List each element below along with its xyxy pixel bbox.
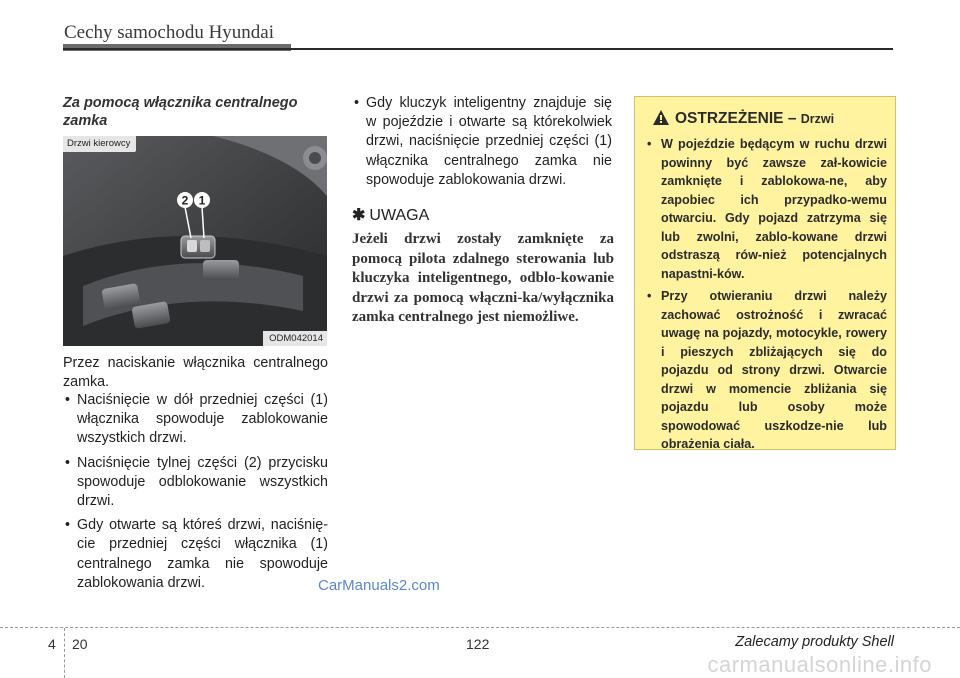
callout-2: 2 (181, 193, 189, 208)
footer-section-number: 4 (48, 636, 56, 652)
section-heading: Za pomocą włącznika centralnego zamka (63, 95, 298, 129)
note-title-text: UWAGA (369, 207, 430, 224)
list-item: • Naciśnięcie w dół przedniej części (1) włącznika spowoduje zablokowanie wszystkich drzwi. (63, 391, 328, 449)
note-title (352, 205, 429, 225)
footer-rule (0, 627, 960, 628)
left-bullet-list (63, 391, 328, 598)
list-item: • Naciśnięcie tylnej części (2) przycisku spowoduje odblokowanie wszystkich drzwi. (63, 454, 328, 512)
list-item: • Gdy otwarte są któreś drzwi, naciśnię-cie przedniej części włącznika (1) centralnego zamka nie spowoduje zablokowania drzwi. (63, 516, 328, 593)
list-item: • Przy otwieraniu drzwi należy zachować ostrożność i zwracać uwagę na pojazdy, motocykle, rowery i pieszych zbliżających się do pojazdu od strony drzwi. Otwarcie drzwi w momencie zbliżania się pojazdu lub osoby może spowodować uszkodze-nie lub obrażenia ciała. (647, 287, 887, 454)
warning-subtitle: Drzwi (800, 112, 835, 126)
watermark-link[interactable]: CarManuals2.com (318, 577, 440, 594)
warning-list (647, 135, 887, 458)
warning-title: OSTRZEŻENIE – (675, 110, 797, 127)
header-rule (63, 48, 893, 50)
list-item: • Gdy kluczyk inteligentny znajduje się w pojeździe i otwarte są którekolwiek drzwi, naciśnięcie przedniej części (1) włącznika centralnego zamka nie spowoduje zablokowania drzwi. (352, 94, 612, 190)
footer-page-number: 20 (72, 636, 88, 652)
list-item: • W pojeździe będącym w ruchu drzwi powinny być zawsze zał-kowicie zamknięte i zablokowa-ne, aby zapobiec ich przypadko-wemu otwarciu. Gdy pojazd zatrzyma się lub zwolni, zablo-kowane drzwi odstraszą rów-nież potencjalnych napastni-ków. (647, 135, 887, 283)
asterisk-icon: ✱ (352, 207, 366, 224)
door-switch-illustration (63, 136, 327, 346)
intro-paragraph: Przez naciskanie włącznika centralnego zamka. (63, 355, 328, 390)
figure-code: ODM042014 (263, 331, 327, 346)
footer-center-number: 122 (466, 636, 490, 652)
figure-caption: Drzwi kierowcy (63, 136, 136, 152)
callout-1: 1 (198, 193, 206, 208)
middle-bullet-list (352, 94, 612, 195)
warning-heading (653, 110, 834, 128)
warning-box (634, 96, 896, 450)
footer-divider (64, 628, 65, 678)
footer-brand: carmanualsonline.info (707, 652, 932, 677)
footer-tagline: Zalecamy produkty Shell (735, 634, 894, 650)
door-switch-figure (63, 136, 327, 346)
page-header-title: Cechy samochodu Hyundai (64, 22, 275, 43)
note-text: Jeżeli drzwi zostały zamknięte za pomocą pilota zdalnego sterowania lub kluczyka inteligentnego, odblo-kowanie drzwi za pomocą włączni-ka/wyłącznika zamka centralnego jest niemożliwe. (352, 231, 614, 325)
warning-triangle-icon (653, 110, 669, 125)
